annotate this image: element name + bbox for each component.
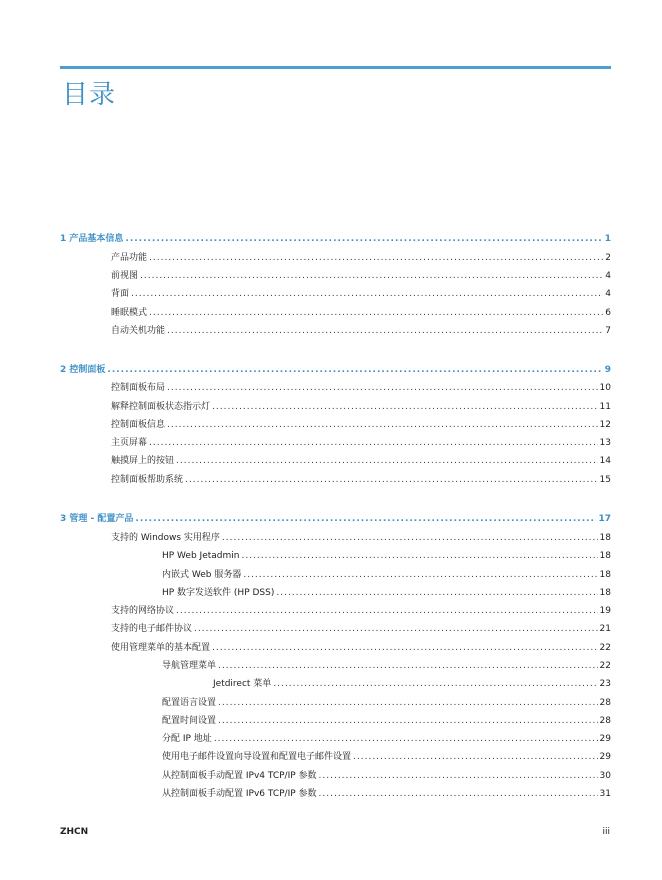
toc-entry-page: 4: [605, 271, 611, 281]
toc-entry[interactable]: [111, 287, 611, 301]
toc-entry-title: 触摸屏上的按钮: [111, 456, 175, 466]
toc-entry-page: 18: [599, 588, 611, 598]
toc-entry-page: 13: [599, 438, 611, 448]
toc-entry-title: 配置时间设置: [162, 716, 217, 726]
toc-entry-title: 从控制面板手动配置 IPv4 TCP/IP 参数: [162, 771, 317, 781]
toc-leader-dots: [319, 787, 598, 801]
toc-entry-page: 7: [605, 326, 611, 336]
toc-entry[interactable]: [162, 549, 611, 563]
toc-leader-dots: [125, 232, 602, 246]
toc-leader-dots: [218, 659, 598, 673]
toc-entry[interactable]: [162, 769, 611, 783]
toc-entry[interactable]: [111, 324, 611, 338]
toc-entry-title: 1 产品基本信息: [60, 234, 124, 244]
toc-leader-dots: [131, 287, 603, 301]
toc-entry-page: 10: [599, 383, 611, 393]
toc-entry[interactable]: [162, 586, 611, 600]
toc-entry-page: 19: [599, 606, 611, 616]
toc-leader-dots: [353, 750, 598, 764]
toc-entry-page: 28: [599, 698, 611, 708]
toc-leader-dots: [149, 251, 603, 265]
toc-entry[interactable]: [162, 732, 611, 746]
toc-entry-title: 睡眠模式: [111, 308, 148, 318]
toc-entry-page: 21: [599, 624, 611, 634]
toc-leader-dots: [218, 714, 598, 728]
page-title: 目录: [62, 80, 117, 110]
toc-entry-page: 9: [604, 365, 611, 375]
toc-entry-title: 配置语言设置: [162, 698, 217, 708]
toc-entry-title: 2 控制面板: [60, 365, 106, 375]
toc-entry[interactable]: [111, 418, 611, 432]
toc-leader-dots: [149, 436, 598, 450]
toc-entry-title: 使用管理菜单的基本配置: [111, 643, 211, 653]
toc-leader-dots: [176, 454, 598, 468]
toc-entry[interactable]: [162, 750, 611, 764]
toc-entry[interactable]: [111, 436, 611, 450]
toc-entry-page: 6: [605, 308, 611, 318]
toc-leader-dots: [140, 269, 603, 283]
toc-entry-page: 4: [605, 289, 611, 299]
toc-entry-page: 28: [599, 716, 611, 726]
toc-entry[interactable]: [111, 531, 611, 545]
toc-entry-title: HP 数字发送软件 (HP DSS): [162, 588, 275, 598]
toc-entry-title: 3 管理 - 配置产品: [60, 514, 134, 524]
footer-page-number: iii: [602, 827, 610, 837]
toc-leader-dots: [176, 604, 598, 618]
toc-entry[interactable]: [111, 622, 611, 636]
toc-entry-title: 前视图: [111, 271, 139, 281]
toc-entry-page: 2: [605, 253, 611, 263]
toc-leader-dots: [241, 549, 597, 563]
toc-leader-dots: [185, 473, 598, 487]
toc-entry-title: 产品功能: [111, 253, 148, 263]
toc-chapter-entry[interactable]: [60, 363, 611, 377]
toc-entry-page: 31: [599, 789, 611, 799]
toc-entry[interactable]: [111, 306, 611, 320]
toc-entry-page: 1: [604, 234, 611, 244]
toc-entry-title: 导航管理菜单: [162, 661, 217, 671]
toc-leader-dots: [273, 677, 597, 691]
toc-leader-dots: [222, 531, 598, 545]
toc-entry-page: 17: [598, 514, 611, 524]
toc-entry-title: 控制面板布局: [111, 383, 166, 393]
toc-entry[interactable]: [162, 659, 611, 673]
toc-chapter-entry[interactable]: [60, 232, 611, 246]
toc-entry-title: 使用电子邮件设置向导设置和配置电子邮件设置: [162, 752, 352, 762]
toc-entry-title: 自动关机功能: [111, 326, 166, 336]
footer-locale: ZHCN: [60, 827, 89, 837]
toc-entry[interactable]: [111, 473, 611, 487]
toc-leader-dots: [194, 622, 598, 636]
toc-entry[interactable]: [111, 641, 611, 655]
toc-leader-dots: [107, 363, 602, 377]
toc-entry[interactable]: [111, 381, 611, 395]
toc-entry-title: 背面: [111, 289, 130, 299]
toc-entry-page: 15: [599, 475, 611, 485]
toc-leader-dots: [149, 306, 603, 320]
toc-entry-page: 14: [599, 456, 611, 466]
toc-leader-dots: [167, 381, 598, 395]
toc-leader-dots: [319, 769, 598, 783]
toc-entry-page: 18: [599, 570, 611, 580]
toc-leader-dots: [276, 586, 597, 600]
toc-leader-dots: [243, 568, 597, 582]
toc-leader-dots: [135, 512, 596, 526]
toc-entry-page: 11: [599, 402, 611, 412]
toc-leader-dots: [167, 324, 603, 338]
toc-entry[interactable]: [111, 454, 611, 468]
toc-leader-dots: [214, 732, 598, 746]
toc-entry-title: 支持的电子邮件协议: [111, 624, 193, 634]
toc-entry-title: 支持的 Windows 实用程序: [111, 533, 220, 543]
toc-leader-dots: [212, 641, 598, 655]
toc-entry-page: 30: [599, 771, 611, 781]
toc-leader-dots: [212, 400, 598, 414]
toc-entry[interactable]: [162, 787, 611, 801]
toc-entry-title: 支持的网络协议: [111, 606, 175, 616]
toc-entry-title: 从控制面板手动配置 IPv6 TCP/IP 参数: [162, 789, 317, 799]
toc-entry[interactable]: [162, 696, 611, 710]
toc-entry-page: 22: [599, 661, 611, 671]
toc-entry-title: 控制面板信息: [111, 420, 166, 430]
toc-entry-page: 12: [599, 420, 611, 430]
toc-entry-page: 18: [599, 533, 611, 543]
toc-entry-title: 分配 IP 地址: [162, 734, 212, 744]
toc-entry-page: 29: [599, 752, 611, 762]
toc-entry-title: HP Web Jetadmin: [162, 551, 240, 561]
toc-entry[interactable]: [162, 568, 611, 582]
toc-entry-title: 主页屏幕: [111, 438, 148, 448]
toc-entry-title: 解释控制面板状态指示灯: [111, 402, 211, 412]
toc-chapter-entry[interactable]: [60, 512, 611, 526]
toc-entry-page: 18: [599, 551, 611, 561]
toc-entry-page: 22: [599, 643, 611, 653]
toc-entry-page: 23: [599, 679, 611, 689]
toc-entry[interactable]: [213, 677, 611, 691]
toc-entry-title: 内嵌式 Web 服务器: [162, 570, 242, 580]
toc-leader-dots: [167, 418, 598, 432]
toc-entry[interactable]: [111, 400, 611, 414]
toc-entry[interactable]: [111, 251, 611, 265]
toc-entry[interactable]: [162, 714, 611, 728]
toc-entry-page: 29: [599, 734, 611, 744]
toc-entry[interactable]: [111, 604, 611, 618]
toc-entry-title: Jetdirect 菜单: [213, 679, 272, 689]
toc-entry[interactable]: [111, 269, 611, 283]
toc-leader-dots: [218, 696, 598, 710]
toc-entry-title: 控制面板帮助系统: [111, 475, 184, 485]
